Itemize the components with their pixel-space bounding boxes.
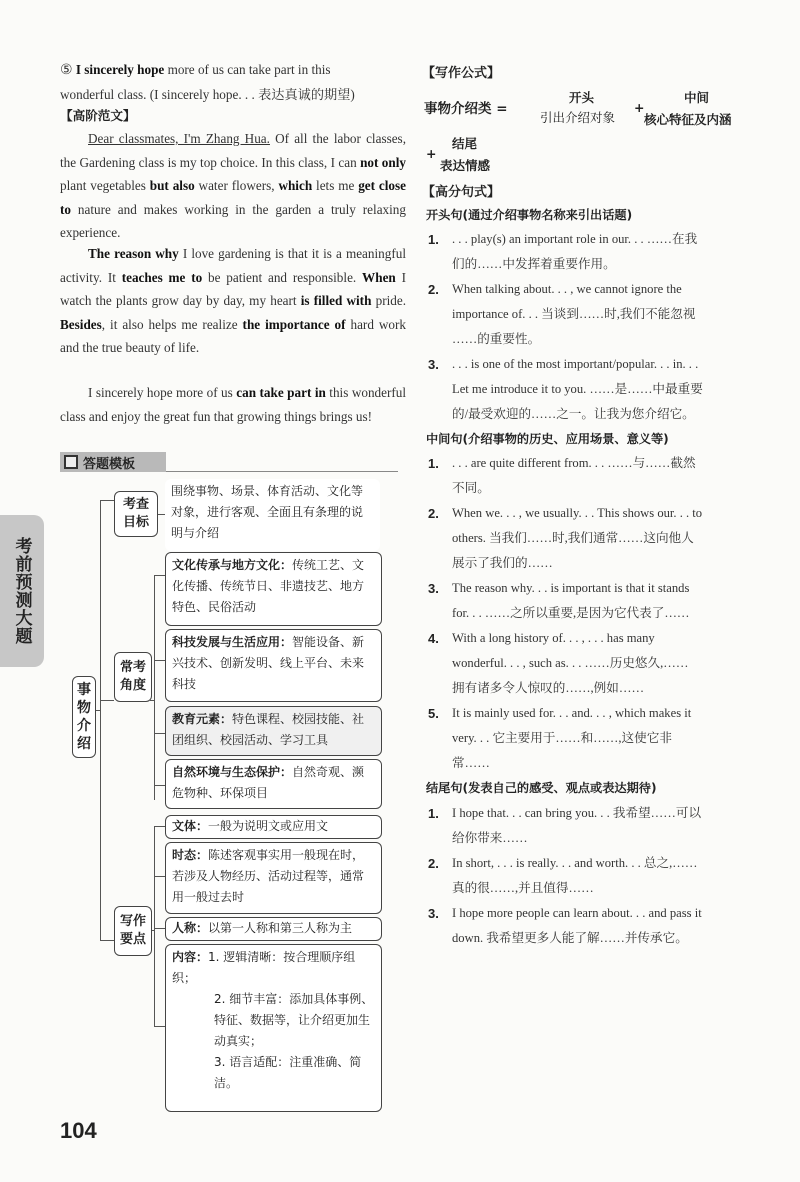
end-item-1: I hope that. . . can bring you. . . 我希望……可以 给你带来……	[452, 806, 702, 845]
mid-item-5: It is mainly used for. . . and. . . , which makes it very. . . 它主要用于……和……,这使它非 常……	[452, 706, 692, 770]
template-title: 答题模板	[83, 456, 136, 472]
formula-end-bottom: 表达情感	[440, 158, 491, 173]
sample-paragraph-2: The reason why I love gardening is that it is a meaningful activity. It teaches me to be patient and responsible. When I watch the plants grow day by day, my heart is filled with pride. Besides, it also helps me realize the importance of hard work and the true beauty of life.	[60, 246, 407, 355]
root-trunk	[100, 500, 101, 940]
open-heading: 开头句(通过介绍事物名称来引出话题)	[426, 208, 633, 222]
end-heading: 结尾句(发表自己的感受、观点或表达期待)	[426, 781, 657, 795]
formula-heading: 【写作公式】	[422, 66, 501, 81]
content-detail: 2. 细节丰富：添加具体事例、特征、数据等，让介绍更加生动真实；	[214, 992, 374, 1048]
angle-label: 常考角度	[114, 652, 152, 702]
open-item-1: . . . play(s) an important role in our. . . ……在我 们的……中发挥着重要作用。	[452, 232, 698, 271]
tip5-bold: I sincerely hope	[75, 62, 165, 77]
sentences-heading: 【高分句式】	[422, 185, 501, 200]
book-icon	[64, 455, 78, 469]
end-item-2: In short, . . . is really. . . and worth. . . 总之,…… 真的很……,并且值得……	[452, 856, 698, 895]
mid-item-3: The reason why. . . is important is that it stands for. . . ……之所以重要,是因为它代表了……	[452, 581, 690, 620]
angle-culture: 文化传承与地方文化：传统工艺、文化传播、传统节日、非遗技艺、地方特色、民俗活动	[165, 552, 382, 626]
tip5-line2: wonderful class. (I sincerely hope. . . 表达真诚的期望)	[60, 86, 355, 102]
angle-nature: 自然环境与生态保护：自然奇观、濒危物种、环保项目	[165, 759, 382, 809]
angle-education: 教育元素：特色课程、校园技能、社团组织、校园活动、学习工具	[165, 706, 382, 756]
circled-5-icon: ⑤	[60, 62, 73, 78]
template-header	[60, 452, 166, 472]
formula-end-top: 结尾	[452, 136, 478, 151]
tip-5	[60, 58, 408, 106]
formula-label: 事物介绍类 =	[424, 101, 508, 117]
sample-paragraph-1: Dear classmates, I'm Zhang Hua. Of all the labor classes, the Gardening class is my top choice. In this class, I can not only plant vegetables but also water flowers, which lets me get close to nature and makes working in the garden a truly relaxing experience.	[60, 131, 406, 240]
writing-person: 人称：以第一人称和第三人称为主	[165, 917, 382, 941]
writing-genre: 文体：一般为说明文或应用文	[165, 815, 382, 839]
formula-start-bottom: 引出介绍对象	[540, 110, 616, 125]
template-divider	[166, 471, 398, 472]
angle-technology: 科技发展与生活应用：智能设备、新兴技术、创新发明、线上平台、未来科技	[165, 629, 382, 702]
open-item-3: . . . is one of the most important/popular. . . in. . . Let me introduce it to you. ……是……中最重要 的/最受欢迎的……之一。让我为您介绍它。	[452, 357, 703, 421]
sample-heading: 【高阶范文】	[60, 108, 136, 123]
open-item-2: When talking about. . . , we cannot ignore the importance of. . . 当谈到……时,我们不能忽视 ……的重要性。	[452, 282, 696, 346]
formula-mid-bottom: 核心特征及内涵	[644, 112, 732, 127]
mid-item-4: With a long history of. . . , . . . has many wonderful. . . , such as. . . ……历史悠久,…… 拥有诸多令人惊叹的……,例如……	[452, 631, 689, 695]
formula-start-top: 开头	[569, 90, 595, 105]
mid-item-1: . . . are quite different from. . . ……与……截然 不同。	[452, 456, 696, 495]
end-item-3: I hope more people can learn about. . . and pass it down. 我希望更多人能了解……并传承它。	[452, 906, 702, 945]
formula-plus-1: +	[634, 100, 645, 115]
formula-plus-2: +	[426, 146, 437, 161]
writing-content: 内容：1. 逻辑清晰：按合理顺序组织； 2. 细节丰富：添加具体事例、特征、数据等，让介绍更加生动真实； 3. 语言适配：注重准确、简洁。	[165, 944, 382, 1112]
mid-heading: 中间句(介绍事物的历史、应用场景、意义等)	[426, 432, 669, 446]
formula-mid-top: 中间	[684, 90, 710, 105]
mindmap-root: 事物介绍	[72, 676, 96, 758]
writing-tense: 时态：陈述客观事实用一般现在时，若涉及人物经历、活动过程等，通常用一般过去时	[165, 842, 382, 914]
goal-label: 考查目标	[114, 491, 158, 537]
greeting-underlined: Dear classmates, I'm Zhang Hua.	[88, 131, 270, 146]
side-tab-label: 考前预测大题	[11, 537, 32, 645]
mid-item-2: When we. . . , we usually. . . This shows our. . . to others. 当我们……时,我们通常……这向他人 展示了我们的……	[452, 506, 703, 570]
tip5-rest: more of us can take part in this	[164, 62, 331, 77]
side-tab	[0, 515, 44, 667]
goal-text: 围绕事物、场景、体育活动、文化等对象，进行客观、全面且有条理的说明与介绍	[165, 479, 380, 551]
content-language: 3. 语言适配：注重准确、简洁。	[214, 1055, 362, 1090]
sample-paragraph-3: I sincerely hope more of us can take part in this wonderful class and enjoy the great fun that growing things brings us!	[60, 385, 407, 424]
writing-label: 写作要点	[114, 906, 152, 956]
page-number: 104	[60, 1118, 97, 1143]
